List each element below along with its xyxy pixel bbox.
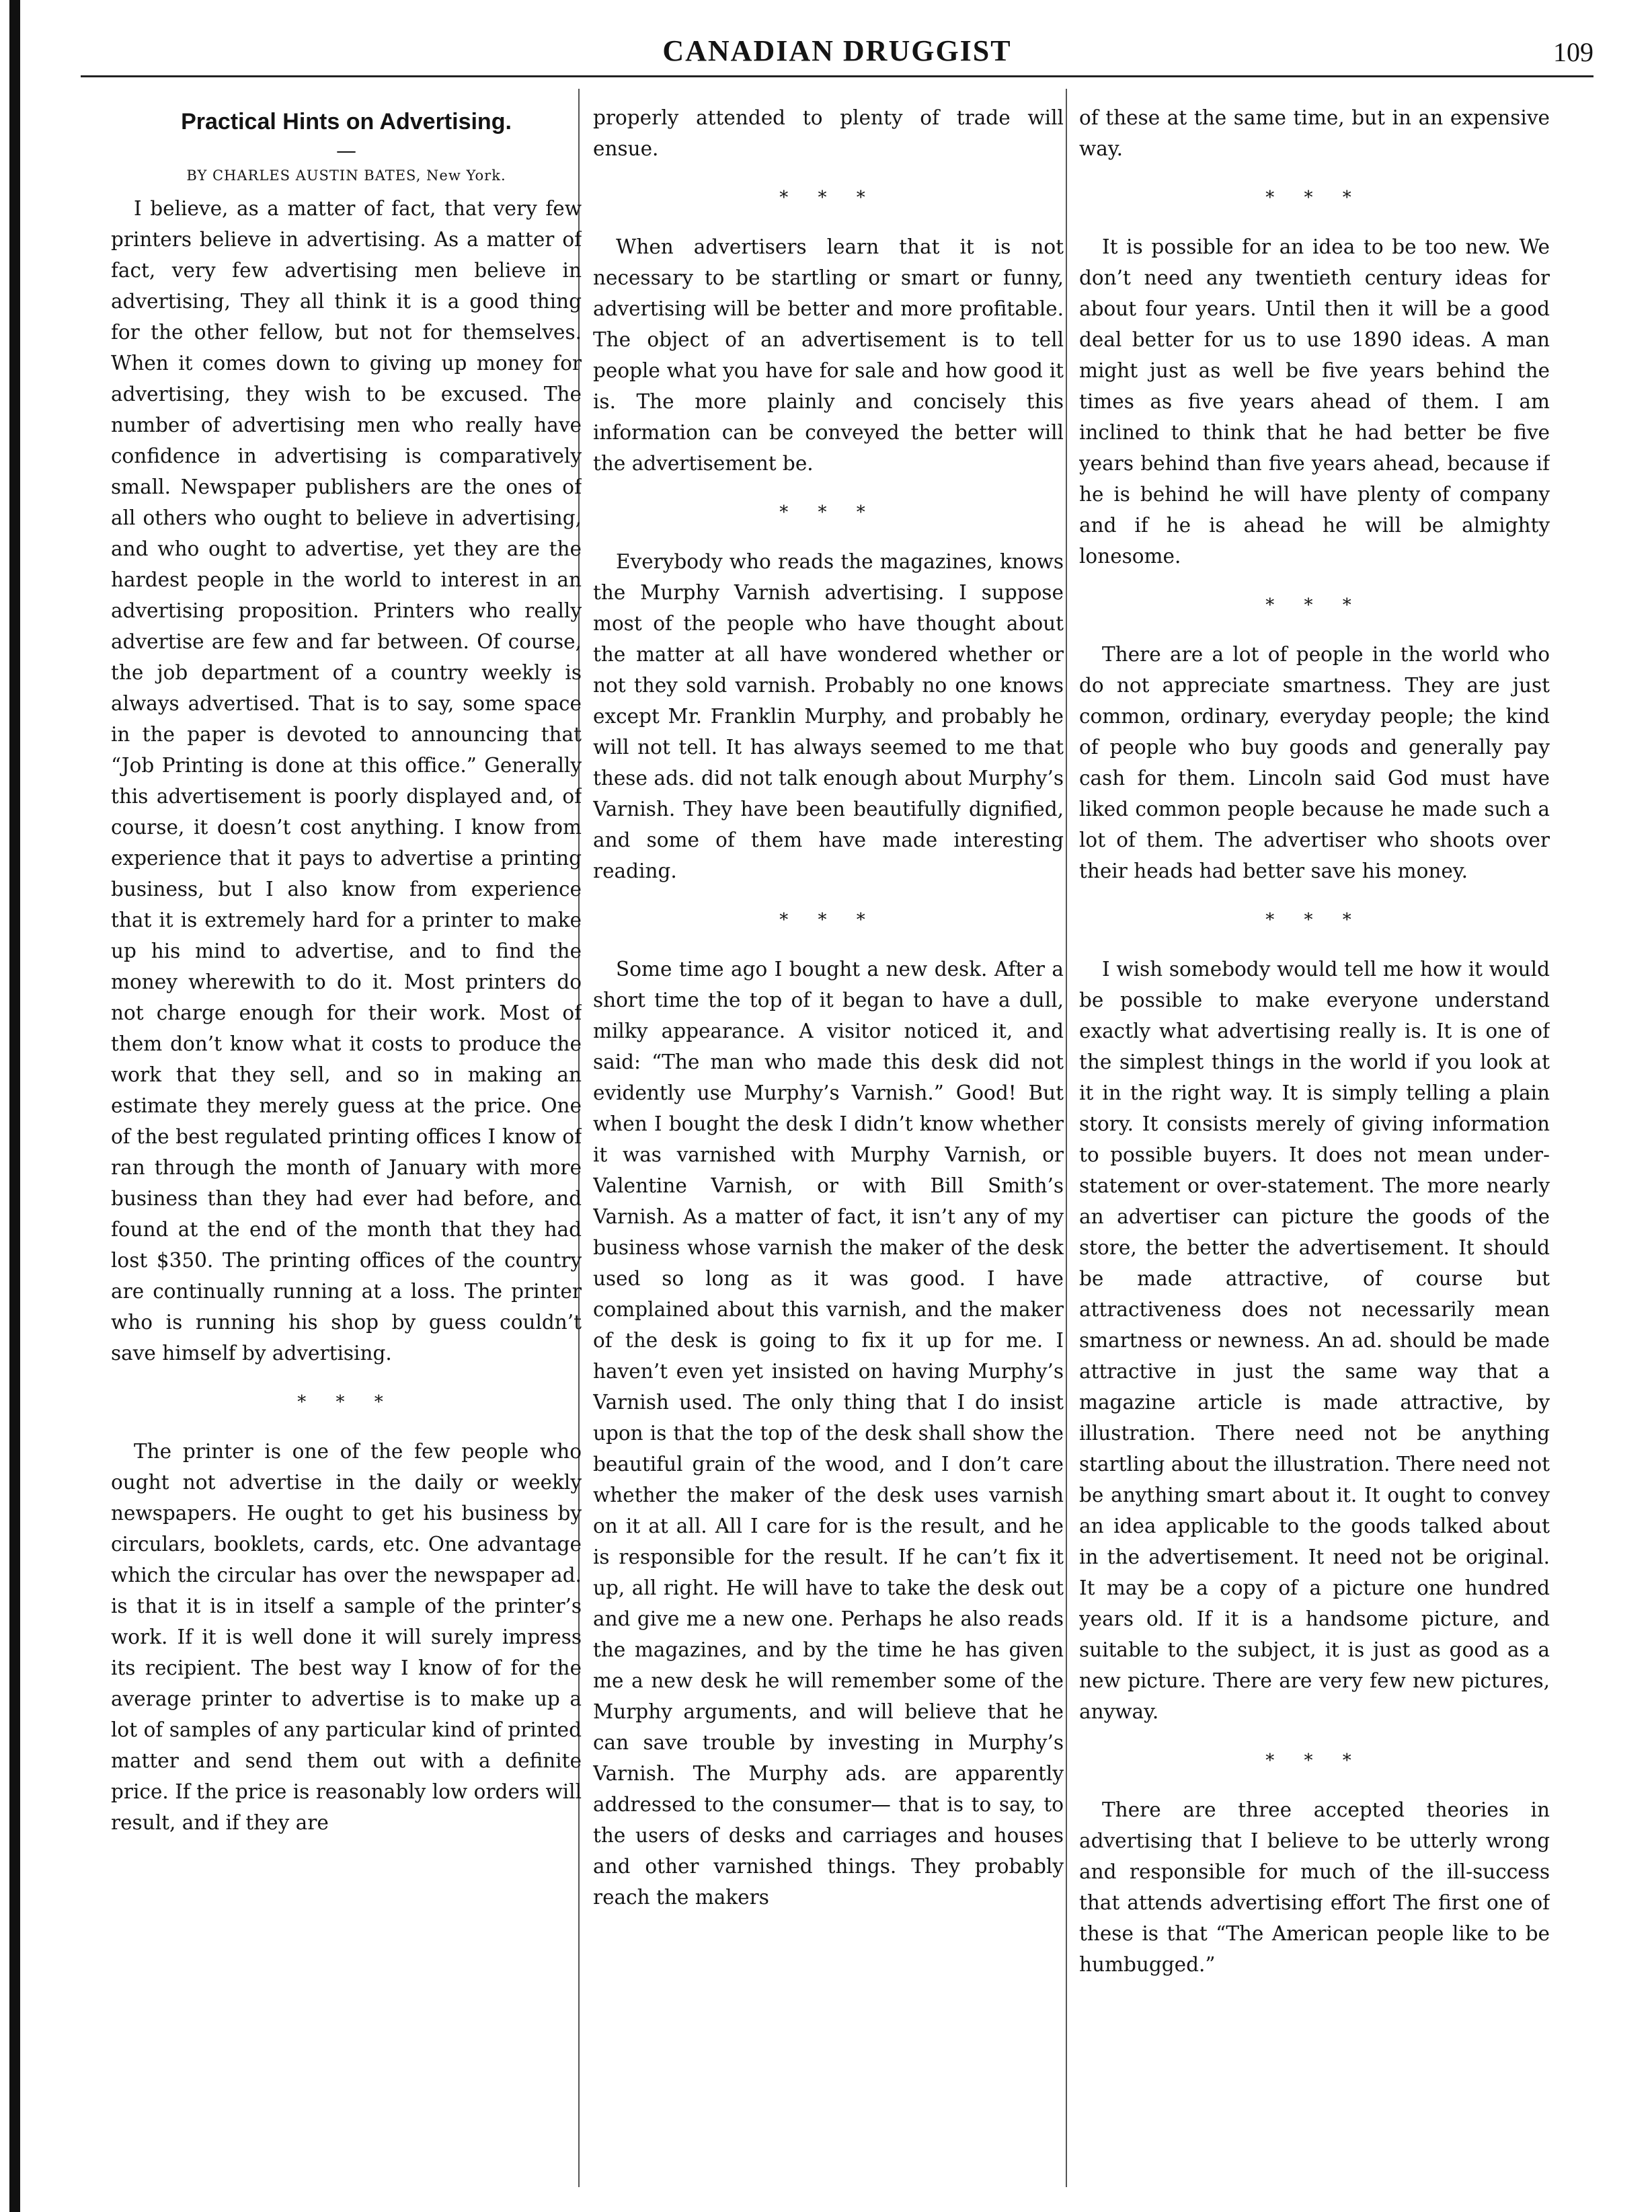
paragraph: When advertisers learn that it is not necessary to be startling or smart or funny, advertising will be better and more profitable. The object of an advertisement is to tell people what you have for sale and how good it is. The more plainly and concisely this information can be conveyed the better will the advertisement be. [593,235,1064,475]
asterism: * * * [1265,188,1364,208]
page-header [81,34,1594,74]
asterism: * * * [297,1392,395,1412]
paragraph: I believe, as a matter of fact, that very few printers believe in advertising. As a matter of fact, very few advertising men believe in advertising, They all think it is a good thing for the other fellow, but not for themselves. When it comes down to giving up money for advertising, they wish to be excused. The number of advertising men who really have confidence in advertising is comparatively small. Newspaper publishers are the ones of all others who ought to believe in advertising, and who ought to advertise, yet they are the hardest people in the world to interest in an advertising proposition. Printers who really advertise are few and far between. Of course, the job department of a country weekly is always advertised. That is to say, some space in the paper is devoted to announcing that “Job Printing is done at this office.” Generally this advertisement is poorly displayed and, of course, it doesn’t cost anything. I know from experience that it pays to advertise a printing business, but I also know from experience that it is extremely hard for a printer to make up his mind to advertise, and to find the money wherewith to do it. Most printers do not charge enough for their work. Most of them don’t know what it costs to produce the work that they sell, and so in making an estimate they merely guess at the price. One of the best regulated printing offices I know of ran through the month of January with more business than they had ever had before, and found at the end of the month that they had lost $350. The printing offices of the country are continually running at a loss. The printer who is running his shop by guess couldn’t save himself by advertising. [111,197,582,1365]
paragraph: There are a lot of people in the world who do not appreciate smartness. They are just common, ordinary, everyday people; the kind of people who buy goods and generally pay cash for them. Lincoln said God must have liked common people because he made such a lot of them. The advertiser who shoots over their heads had better save his money. [1079,643,1550,882]
paragraph: It is possible for an idea to be too new. We don’t need any twentieth century ideas for about four years. Until then it will be a good deal better for us to use 1890 ideas. A man might just as well be five years behind the times as five years ahead of them. I am inclined to think that he had better be five years behind than five years ahead, because if he is behind he will have plenty of company and if he is ahead he will be almighty lonesome. [1079,235,1550,568]
running-title: CANADIAN DRUGGIST [662,34,1012,67]
byline: BY CHARLES AUSTIN BATES, New York. [186,167,506,184]
paragraph: I wish somebody would tell me how it would be possible to make everyone understand exactly what advertising really is. It is one of the simplest things in the world if you look at it in the right way. It is simply telling a plain story. It consists merely of giving information to possible buyers. It does not mean under-statement or over-statement. The more nearly an advertiser can picture the goods of the store, the better the advertisement. It should be made attractive, of course but attractiveness does not necessarily mean smartness or newness. An ad. should be made attractive in just the same way that a magazine article is made attractive, by illustration. There need not be anything startling about the illustration. There need not be anything smart about it. It ought to convey an idea applicable to the goods talked about in the advertisement. It need not be original. It may be a copy of a picture one hundred years old. If it is a handsome picture, and suitable to the subject, it is just as good as a new picture. There are very few new pictures, anyway. [1079,958,1550,1723]
page-number: 109 [1553,37,1594,67]
asterism: * * * [779,188,877,208]
asterism: * * * [1265,1751,1364,1771]
paragraph: properly attended to plenty of trade will ensue. [593,106,1064,160]
asterism: * * * [1265,595,1364,615]
paragraph: There are three accepted theories in advertising that I believe to be utterly wrong and responsible for much of the ill-success that attends advertising effort The first one of these is that “The American people like to be humbugged.” [1079,1798,1550,1976]
paragraph: The printer is one of the few people who ought not advertise in the daily or weekly newspapers. He ought to get his business by circulars, booklets, cards, etc. One advantage which the circular has over the newspaper ad. is that it is in itself a sample of the printer’s work. If it is well done it will surely impress its recipient. The best way I know of for the average printer to advertise is to make up a lot of samples of any particular kind of printed matter and send them out with a definite price. If the price is reasonably low orders will result, and if they are [111,1440,582,1834]
text-column-2 [593,102,1064,2194]
text-column-3 [1079,102,1550,2194]
paragraph: Some time ago I bought a new desk. After a short time the top of it began to have a dull, milky appearance. A visitor noticed it, and said: “The man who made this desk did not evidently use Murphy’s Varnish.” Good! But when I bought the desk I didn’t know whether it was varnished with Murphy Varnish, or Valentine Varnish, or with Bill Smith’s Varnish. As a matter of fact, it isn’t any of my business whose varnish the maker of the desk used so long as it was good. I have complained about this varnish, and the maker of the desk is going to fix it up for me. I haven’t even yet insisted on having Murphy’s Varnish used. The only thing that I do insist upon is that the top of the desk shall show the beautiful grain of the wood, and I don’t care whether the maker of the desk uses varnish on it at all. All I care for is the result, and he is responsible for the result. If he can’t fix it up, all right. He will have to take the desk out and give me a new one. Perhaps he also reads the magazines, and by the time he has given me a new desk he will remember some of the Murphy arguments, and will believe that he can save trouble by investing in Murphy’s Varnish. The Murphy ads. are apparently addressed to the consumer— that is to say, to the users of desks and carriages and houses and other varnished things. They probably reach the makers [593,958,1064,1909]
asterism: * * * [1265,910,1364,930]
asterism: * * * [779,910,877,930]
article-title: Practical Hints on Advertising. [181,109,512,135]
asterism: * * * [779,502,877,523]
column-rule [1066,89,1067,2187]
title-dash: — [336,139,356,163]
text-column-1 [111,102,582,2194]
paragraph: of these at the same time, but in an expensive way. [1079,106,1550,160]
page-edge-rule [9,0,20,2212]
header-rule [81,75,1594,77]
paragraph: Everybody who reads the magazines, knows the Murphy Varnish advertising. I suppose most of the people who have thought about the matter at all have wondered whether or not they sold varnish. Probably no one knows except Mr. Franklin Murphy, and probably he will not tell. It has always seemed to me that these ads. did not talk enough about Murphy’s Varnish. They have been beautifully dignified, and some of them have made interesting reading. [593,550,1064,882]
